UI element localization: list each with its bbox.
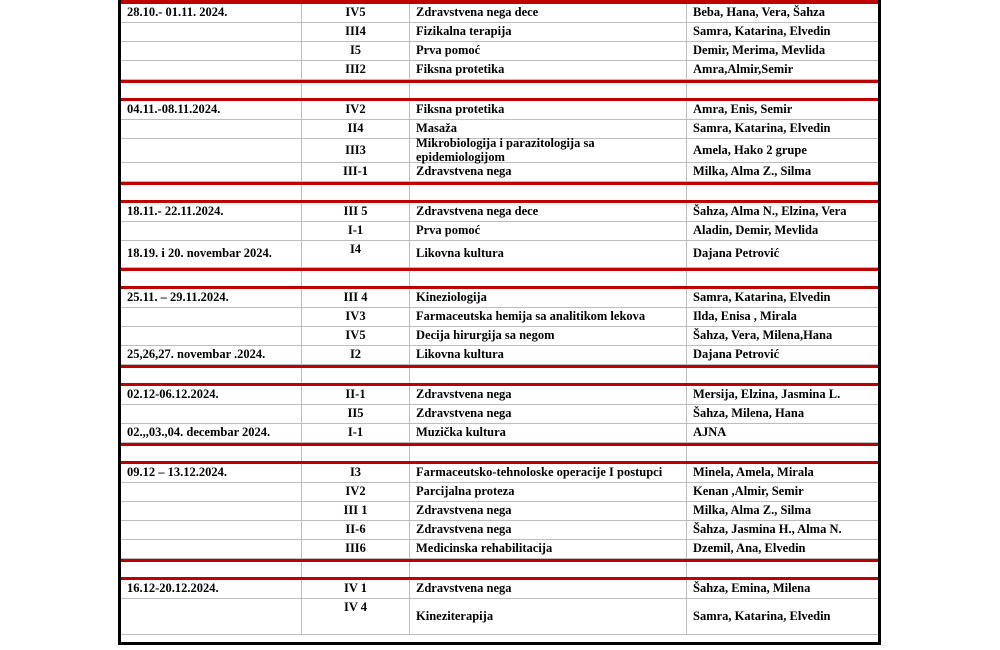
class-cell: IV 1: [301, 580, 409, 598]
people-cell: Samra, Katarina, Elvedin: [686, 599, 878, 634]
class-cell: III6: [301, 540, 409, 558]
subject-cell: Parcijalna proteza: [409, 483, 686, 501]
class-cell: III 1: [301, 502, 409, 520]
people-cell: Šahza, Jasmina H., Alma N.: [686, 521, 878, 539]
people-cell: Milka, Alma Z., Silma: [686, 163, 878, 181]
subject-cell: Kineziterapija: [409, 599, 686, 634]
table-row: [121, 222, 878, 241]
date-cell: [121, 483, 301, 501]
class-cell: I-1: [301, 424, 409, 442]
people-cell: Dajana Petrović: [686, 241, 878, 267]
people-cell: Amra, Enis, Semir: [686, 101, 878, 119]
date-cell: 25.11. – 29.11.2024.: [127, 290, 229, 305]
class-cell: I3: [301, 464, 409, 482]
date-cell: [121, 521, 301, 539]
subject-cell: Zdravstvena nega: [409, 580, 686, 598]
date-cell: [121, 540, 301, 558]
date-cell: 04.11.-08.11.2024.: [127, 102, 221, 117]
separator-cell: [686, 446, 879, 461]
class-cell: IV2: [301, 483, 409, 501]
date-cell: [121, 327, 301, 345]
date-cell: 09.12 – 13.12.2024.: [127, 465, 227, 480]
table-row: [121, 308, 878, 327]
separator-cell: [409, 562, 687, 577]
section-separator: [121, 443, 878, 464]
subject-cell: Masaža: [409, 120, 686, 138]
separator-cell: [409, 185, 687, 200]
class-cell: III 5: [301, 203, 409, 221]
subject-cell: Kineziologija: [409, 289, 686, 307]
table-row: [121, 346, 878, 365]
people-cell: Milka, Alma Z., Silma: [686, 502, 878, 520]
people-cell: Šahza, Vera, Milena,Hana: [686, 327, 878, 345]
date-cell: [121, 61, 301, 79]
people-cell: Mersija, Elzina, Jasmina L.: [686, 386, 878, 404]
subject-cell: Medicinska rehabilitacija: [409, 540, 686, 558]
table-row: [121, 405, 878, 424]
class-cell: IV3: [301, 308, 409, 326]
separator-cell: [686, 562, 879, 577]
separator-cell: [301, 83, 410, 98]
section-separator: [121, 365, 878, 386]
separator-cell: [409, 446, 687, 461]
section-separator: [121, 268, 878, 289]
people-cell: Šahza, Milena, Hana: [686, 405, 878, 423]
class-cell: I5: [301, 42, 409, 60]
separator-cell: [301, 185, 410, 200]
separator-cell: [301, 271, 410, 286]
class-cell: IV2: [301, 101, 409, 119]
table-row: [121, 521, 878, 540]
date-cell: 02.,,03.,04. decembar 2024.: [127, 425, 271, 440]
class-cell: IV 4: [301, 599, 409, 634]
class-cell: II5: [301, 405, 409, 423]
table-row: [121, 386, 878, 405]
subject-cell: Zdravstvena nega: [409, 163, 686, 181]
subject-cell: Prva pomoć: [409, 222, 686, 240]
people-cell: Amra,Almir,Semir: [686, 61, 878, 79]
people-cell: Dzemil, Ana, Elvedin: [686, 540, 878, 558]
people-cell: Kenan ,Almir, Semir: [686, 483, 878, 501]
date-cell: [121, 42, 301, 60]
date-cell: [121, 502, 301, 520]
class-cell: III4: [301, 23, 409, 41]
people-cell: AJNA: [686, 424, 878, 442]
date-cell: 18.19. i 20. novembar 2024.: [127, 246, 272, 261]
table-row: [121, 289, 878, 308]
separator-cell: [409, 83, 687, 98]
subject-cell: Muzička kultura: [409, 424, 686, 442]
people-cell: Beba, Hana, Vera, Šahza: [686, 4, 878, 22]
people-cell: Šahza, Emina, Milena: [686, 580, 878, 598]
table-row: [121, 42, 878, 61]
subject-cell: Farmaceutska hemija sa analitikom lekova: [409, 308, 686, 326]
date-cell: 18.11.- 22.11.2024.: [127, 204, 224, 219]
table-row: [121, 4, 878, 23]
separator-cell: [686, 185, 879, 200]
date-cell: 02.12-06.12.2024.: [127, 387, 219, 402]
class-cell: IV5: [301, 327, 409, 345]
people-cell: Samra, Katarina, Elvedin: [686, 23, 878, 41]
people-cell: Minela, Amela, Mirala: [686, 464, 878, 482]
table-row: [121, 135, 878, 164]
table-row: [121, 163, 878, 182]
subject-cell: Farmaceutsko-tehnoloske operacije I postupci: [409, 464, 686, 482]
table-row: [121, 61, 878, 80]
separator-cell: [301, 562, 410, 577]
people-cell: Dajana Petrović: [686, 346, 878, 364]
class-cell: III 4: [301, 289, 409, 307]
table-row: [121, 327, 878, 346]
class-cell: I-1: [301, 222, 409, 240]
table-row: [121, 424, 878, 443]
schedule-table: [118, 0, 881, 645]
subject-cell: Zdravstvena nega: [409, 502, 686, 520]
subject-cell: Zdravstvena nega dece: [409, 203, 686, 221]
people-cell: Amela, Hako 2 grupe: [686, 139, 878, 162]
people-cell: Samra, Katarina, Elvedin: [686, 289, 878, 307]
date-cell: [121, 139, 301, 162]
class-cell: III-1: [301, 163, 409, 181]
subject-cell: Prva pomoć: [409, 42, 686, 60]
subject-cell: Decija hirurgija sa negom: [409, 327, 686, 345]
table-row: [121, 464, 878, 483]
people-cell: Demir, Merima, Mevlida: [686, 42, 878, 60]
separator-cell: [686, 271, 879, 286]
section-separator: [121, 182, 878, 203]
date-cell: [121, 599, 301, 634]
class-cell: I4: [301, 241, 409, 267]
class-cell: I2: [301, 346, 409, 364]
table-row: [121, 203, 878, 222]
date-cell: [121, 23, 301, 41]
table-row: [121, 101, 878, 120]
people-cell: Ilda, Enisa , Mirala: [686, 308, 878, 326]
date-cell: 25,26,27. novembar .2024.: [127, 347, 266, 362]
table-row: [121, 540, 878, 559]
date-cell: [121, 163, 301, 181]
subject-cell: Zdravstvena nega: [409, 405, 686, 423]
separator-cell: [301, 368, 410, 383]
class-cell: II-6: [301, 521, 409, 539]
subject-cell: Likovna kultura: [409, 346, 686, 364]
section-separator: [121, 80, 878, 101]
class-cell: II4: [301, 120, 409, 138]
subject-cell: Zdravstvena nega dece: [409, 4, 686, 22]
separator-cell: [686, 83, 879, 98]
people-cell: Šahza, Alma N., Elzina, Vera: [686, 203, 878, 221]
class-cell: IV5: [301, 4, 409, 22]
class-cell: II-1: [301, 386, 409, 404]
subject-cell: Mikrobiologija i parazitologija sa epidemiologijom: [409, 139, 686, 162]
subject-cell: Fiksna protetika: [409, 61, 686, 79]
people-cell: Samra, Katarina, Elvedin: [686, 120, 878, 138]
subject-cell: Fiksna protetika: [409, 101, 686, 119]
class-cell: III3: [301, 139, 409, 162]
date-cell: [121, 308, 301, 326]
table-row: [121, 23, 878, 42]
date-cell: [121, 222, 301, 240]
subject-cell: Fizikalna terapija: [409, 23, 686, 41]
separator-cell: [301, 446, 410, 461]
date-cell: [121, 120, 301, 138]
people-cell: Aladin, Demir, Mevlida: [686, 222, 878, 240]
table-row: [121, 483, 878, 502]
separator-cell: [409, 368, 687, 383]
date-cell: 28.10.- 01.11. 2024.: [127, 5, 228, 20]
subject-cell: Zdravstvena nega: [409, 521, 686, 539]
table-row: [121, 502, 878, 521]
separator-cell: [686, 368, 879, 383]
separator-cell: [409, 271, 687, 286]
table-row: [121, 580, 878, 599]
subject-cell: Zdravstvena nega: [409, 386, 686, 404]
date-cell: 16.12-20.12.2024.: [127, 581, 219, 596]
class-cell: III2: [301, 61, 409, 79]
subject-cell: Likovna kultura: [409, 241, 686, 267]
section-separator: [121, 559, 878, 580]
table-row: [121, 599, 878, 635]
table-row: [121, 241, 878, 268]
date-cell: [121, 405, 301, 423]
